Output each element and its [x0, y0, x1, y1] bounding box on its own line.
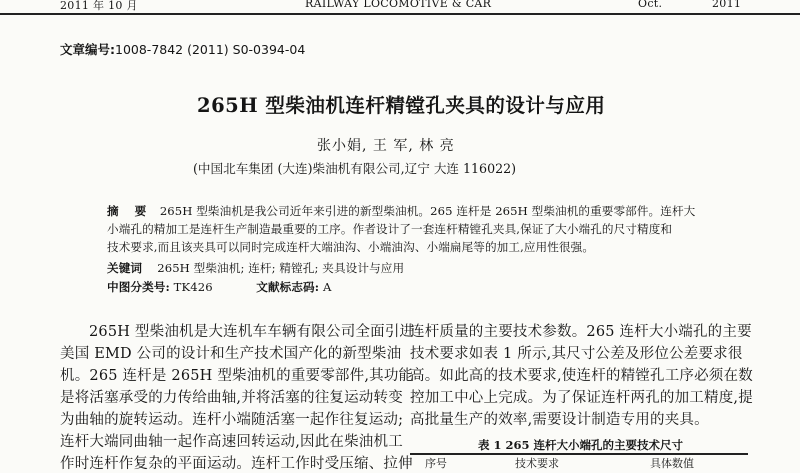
- right-column-line-2: 技术要求如表 1 所示,其尺寸公差及形位公差要求很: [410, 346, 743, 362]
- right-column-line-1: 连杆质量的主要技术参数。265 连杆大小端孔的主要: [410, 324, 752, 340]
- abstract-label: 摘 要: [107, 204, 153, 218]
- right-column-line-4: 控加工中心上完成。为了保证连杆两孔的加工精度,提: [410, 390, 753, 406]
- table-header-index: 序号: [425, 457, 447, 470]
- left-column-line-2: 美国 EMD 公司的设计和生产技术国产化的新型柴油: [60, 346, 402, 362]
- article-number-label: 文章编号:: [60, 42, 115, 57]
- table-caption: 表 1 265 连杆大小端孔的主要技术尺寸: [478, 438, 684, 452]
- left-column-line-7: 作时连杆作复杂的平面运动。连杆工作时受压缩、拉伸: [60, 456, 413, 472]
- paper-title: 265H 型柴油机连杆精镗孔夹具的设计与应用: [197, 94, 606, 117]
- document-code-value: A: [322, 280, 332, 294]
- left-column-line-3: 机。265 连杆是 265H 型柴油机的重要零部件,其功能: [60, 368, 414, 384]
- right-column-line-3: 高。如此高的技术要求,使连杆的精镗孔工序必须在数: [410, 368, 753, 384]
- keywords-label: 关键词: [107, 261, 143, 275]
- article-number: [60, 40, 305, 58]
- table-top-rule: [410, 453, 748, 455]
- keywords: [107, 260, 404, 276]
- header-year: 2011: [712, 0, 742, 10]
- abstract-text-1: 265H 型柴油机是我公司近年来引进的新型柴油机。265 连杆是 265H 型柴油机的重要零部件。连杆大: [159, 204, 696, 218]
- table-header-value: 具体数值: [650, 457, 694, 470]
- keywords-value: 265H 型柴油机; 连杆; 精镗孔; 夹具设计与应用: [157, 261, 405, 275]
- abstract-line-3: 技术要求,而且该夹具可以同时完成连杆大端油沟、小端油沟、小端扁尾等的加工,应用性很强。: [107, 240, 595, 254]
- table-header-requirement: 技术要求: [515, 457, 559, 470]
- paper-authors: 张小娟, 王 军, 林 亮: [317, 138, 455, 154]
- abstract-line-1: [107, 203, 695, 219]
- left-column-line-6: 连杆大端同曲轴一起作高速回转运动,因此在柴油机工: [60, 434, 403, 450]
- left-column-line-1: 265H 型柴油机是大连机车车辆有限公司全面引进: [89, 324, 415, 340]
- classification-label: 中图分类号:: [107, 280, 170, 294]
- abstract-line-2: 小端孔的精加工是连杆生产制造最重要的工序。作者设计了一套连杆精镗孔夹具,保证了大小端孔的尺寸精度和: [107, 222, 673, 236]
- header-journal-name: RAILWAY LOCOMOTIVE & CAR: [305, 0, 492, 10]
- right-column-line-5: 高批量生产的效率,需要设计制造专用的夹具。: [410, 412, 709, 428]
- article-number-value: 1008-7842 (2011) S0-0394-04: [115, 42, 306, 57]
- classification: [107, 279, 331, 295]
- classification-value: TK426: [173, 280, 213, 294]
- header-month: Oct.: [638, 0, 663, 10]
- document-code-label: 文献标志码:: [256, 280, 320, 294]
- left-column-line-4: 是将活塞承受的力传给曲轴,并将活塞的往复运动转变: [60, 390, 403, 406]
- header-rule: [0, 13, 800, 15]
- paper-affiliation: (中国北车集团 (大连)柴油机有限公司,辽宁 大连 116022): [193, 161, 517, 176]
- left-column-line-5: 为曲轴的旋转运动。连杆小端随活塞一起作往复运动;: [60, 412, 404, 428]
- header-date: 2011 年 10 月: [60, 0, 138, 12]
